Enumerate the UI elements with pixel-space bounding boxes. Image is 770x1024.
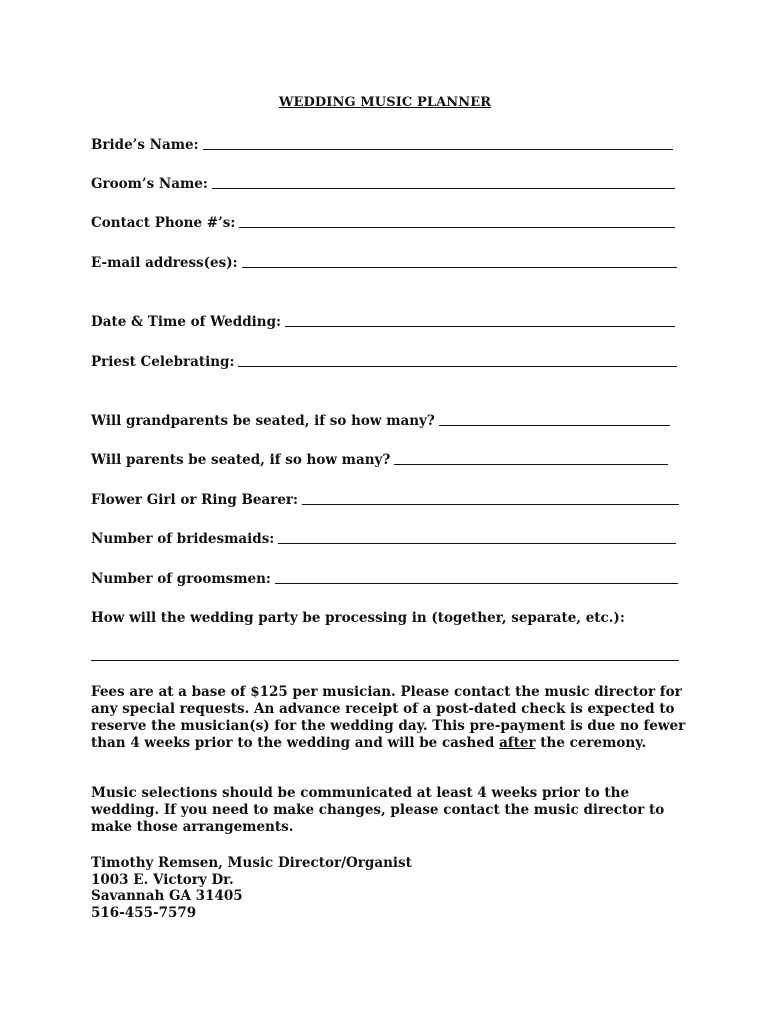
bridesmaids-count-field[interactable] <box>91 527 676 547</box>
grooms-name-field[interactable] <box>91 172 675 192</box>
field-label: Will grandparents be seated, if so how many? <box>91 413 435 429</box>
field-label: Flower Girl or Ring Bearer: <box>91 492 299 508</box>
field-label: E-mail address(es): <box>91 255 238 271</box>
parents-seated-field[interactable] <box>91 448 668 468</box>
field-label: Number of groomsmen: <box>91 571 271 587</box>
blank-line[interactable] <box>238 366 677 367</box>
priest-celebrating-field[interactable] <box>91 350 677 370</box>
contact-city: Savannah GA 31405 <box>91 888 243 904</box>
wedding-date-time-field[interactable] <box>91 310 675 330</box>
blank-line[interactable] <box>394 464 668 465</box>
blank-line[interactable] <box>239 227 675 228</box>
blank-line[interactable] <box>285 326 675 327</box>
contact-block <box>91 855 412 921</box>
blank-line[interactable] <box>302 504 679 505</box>
processing-question <box>91 606 629 626</box>
field-label: Date & Time of Wedding: <box>91 314 282 330</box>
field-label: Contact Phone #’s: <box>91 215 236 231</box>
blank-line[interactable] <box>203 149 673 150</box>
field-label: Priest Celebrating: <box>91 354 235 370</box>
contact-phone-field[interactable] <box>91 211 675 231</box>
field-label: Will parents be seated, if so how many? <box>91 452 391 468</box>
contact-name: Timothy Remsen, Music Director/Organist <box>91 855 412 871</box>
fees-text: Fees are at a base of $125 per musician. Please contact the music director for any special requests. An advance receipt of a post-dated check is expected to reserve the musician(s) for the wedding day. This pre-payment is due no fewer than 4 weeks prior to the wedding and will be cashed <box>91 684 686 751</box>
processing-answer-line[interactable] <box>91 660 679 661</box>
groomsmen-count-field[interactable] <box>91 567 678 587</box>
fees-text-end: the ceremony. <box>535 735 647 751</box>
page-title: WEDDING MUSIC PLANNER <box>278 95 492 110</box>
music-selections-paragraph: Music selections should be communicated at least 4 weeks prior to the wedding. If you need to make changes, please contact the music director to make those arrangements. <box>91 785 665 835</box>
flower-girl-ring-bearer-field[interactable] <box>91 488 679 508</box>
fees-underlined-text: after <box>499 735 536 751</box>
blank-line[interactable] <box>212 188 675 189</box>
email-field[interactable] <box>91 251 677 271</box>
contact-phone: 516-455-7579 <box>91 904 197 921</box>
blank-line[interactable] <box>278 543 676 544</box>
field-label: How will the wedding party be processing in (together, separate, etc.): <box>91 610 625 626</box>
blank-line[interactable] <box>439 425 670 426</box>
brides-name-field[interactable] <box>91 133 673 153</box>
field-label: Groom’s Name: <box>91 176 208 192</box>
fees-paragraph <box>91 684 691 752</box>
field-label: Bride’s Name: <box>91 137 199 153</box>
grandparents-seated-field[interactable] <box>91 409 670 429</box>
blank-line[interactable] <box>275 583 678 584</box>
contact-street: 1003 E. Victory Dr. <box>91 871 234 888</box>
field-label: Number of bridesmaids: <box>91 531 275 547</box>
blank-line[interactable] <box>242 267 677 268</box>
